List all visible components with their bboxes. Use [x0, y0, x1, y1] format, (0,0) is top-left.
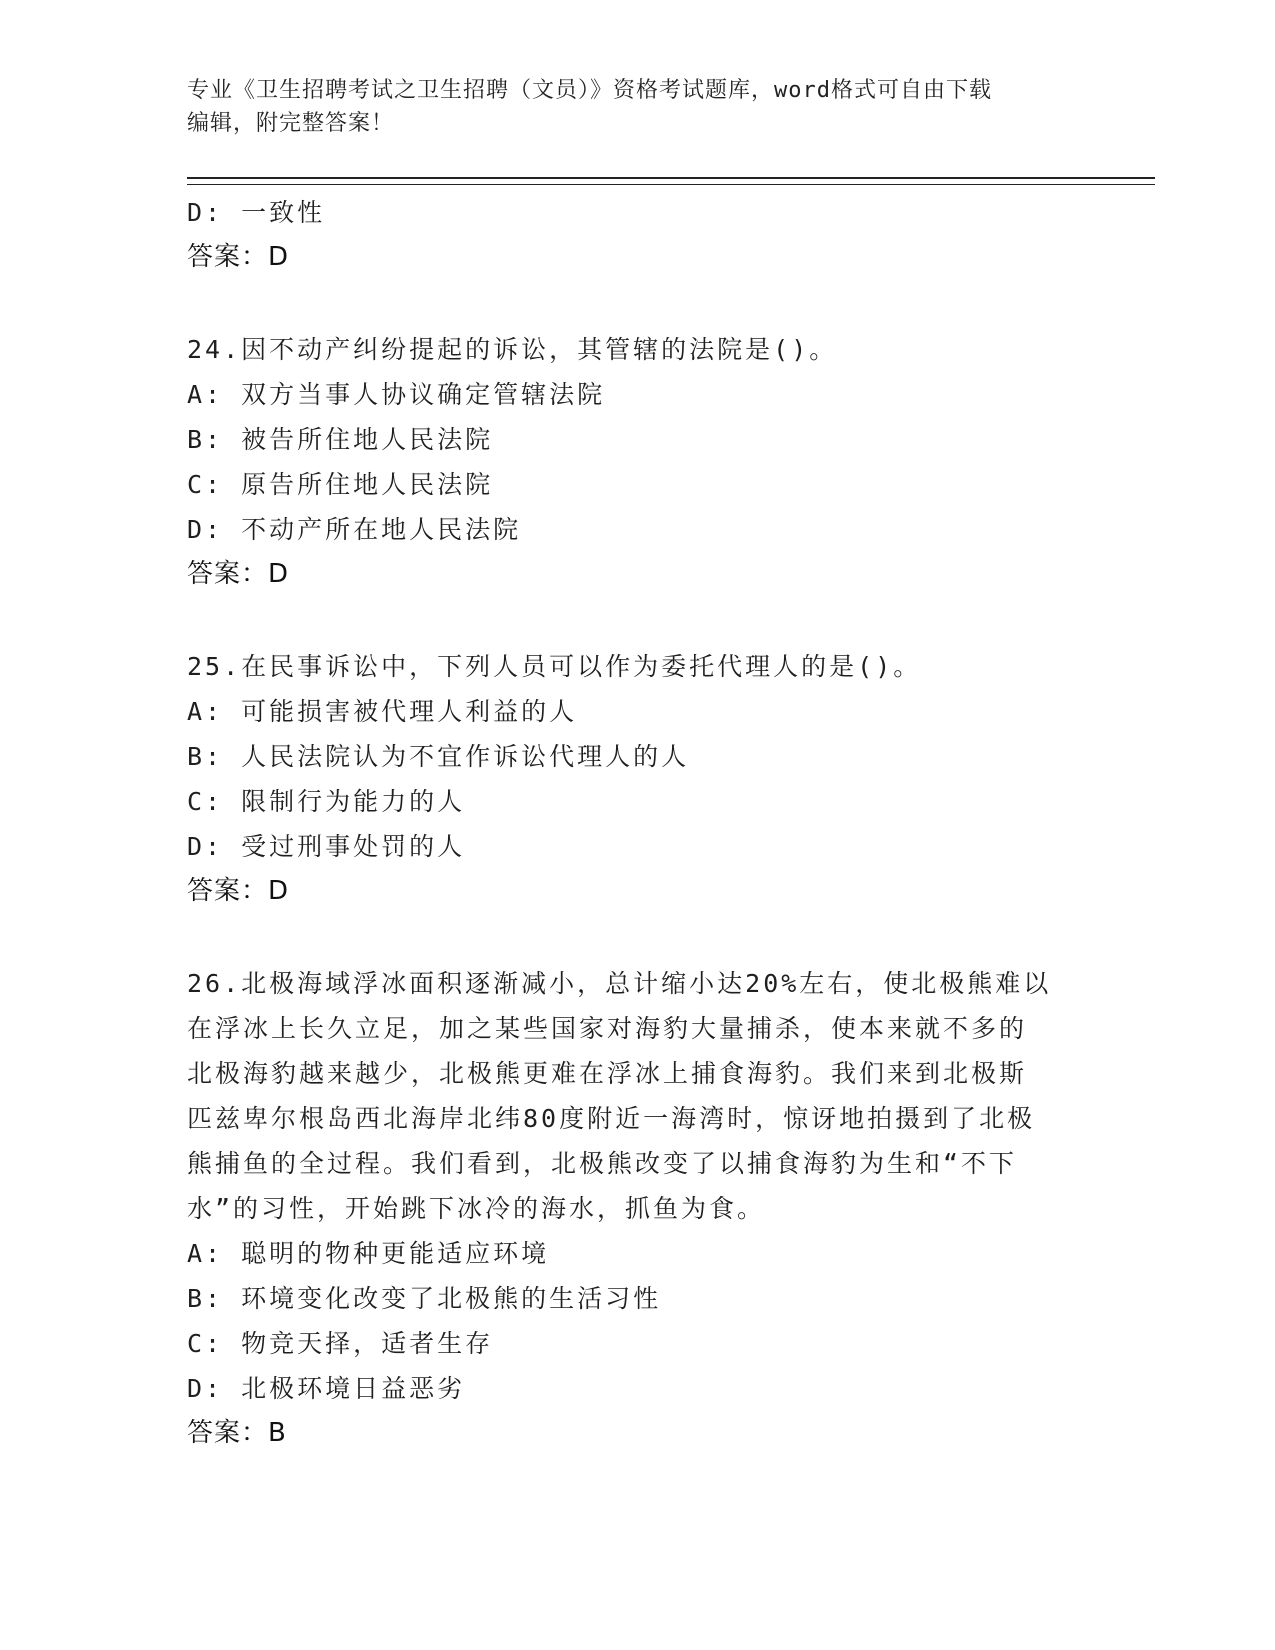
- q24-option-c: C: 原告所住地人民法院: [187, 470, 494, 499]
- spacer: [187, 597, 1067, 644]
- q26-option-a: A: 聪明的物种更能适应环境: [187, 1239, 550, 1268]
- header-line-1: 专业《卫生招聘考试之卫生招聘（文员）》资格考试题库，word格式可自由下载: [187, 78, 992, 103]
- q24-answer: 答案：D: [187, 559, 290, 589]
- q26-stem-line: 北极海豹越来越少，北极熊更难在浮冰上捕食海豹。我们来到北极斯: [187, 1059, 1028, 1088]
- spacer: [187, 914, 1067, 961]
- header-divider-thick: [187, 177, 1155, 179]
- q24-option-a: A: 双方当事人协议确定管辖法院: [187, 380, 606, 409]
- prev-option-d: D: 一致性: [187, 198, 326, 227]
- q26-stem-line: 水”的习性，开始跳下冰冷的海水，抓鱼为食。: [187, 1194, 766, 1223]
- q26-stem-line: 在浮冰上长久立足，加之某些国家对海豹大量捕杀，使本来就不多的: [187, 1014, 1028, 1043]
- document-header: [187, 74, 1067, 140]
- header-divider-thin: [187, 184, 1155, 185]
- q25-option-d: D: 受过刑事处罚的人: [187, 832, 466, 861]
- prev-answer: 答案：D: [187, 242, 290, 272]
- spacer: [187, 280, 1067, 327]
- q26-option-b: B: 环境变化改变了北极熊的生活习性: [187, 1284, 662, 1313]
- q25-option-b: B: 人民法院认为不宜作诉讼代理人的人: [187, 742, 690, 771]
- q26-option-c: C: 物竞天择，适者生存: [187, 1329, 494, 1358]
- question-list: [187, 190, 1067, 1456]
- q26-stem-line: 匹兹卑尔根岛西北海岸北纬80度附近一海湾时，惊讶地拍摄到了北极: [187, 1104, 1036, 1133]
- q26-stem-line: 熊捕鱼的全过程。我们看到，北极熊改变了以捕食海豹为生和“不下: [187, 1149, 1018, 1178]
- q24-option-b: B: 被告所住地人民法院: [187, 425, 494, 454]
- q26-stem: [187, 961, 1067, 1231]
- q26-stem-line: 26.北极海域浮冰面积逐渐减小，总计缩小达20%左右，使北极熊难以: [187, 969, 1052, 998]
- q26-answer: 答案：B: [187, 1418, 287, 1448]
- q25-option-a: A: 可能损害被代理人利益的人: [187, 697, 578, 726]
- q26-option-d: D: 北极环境日益恶劣: [187, 1374, 466, 1403]
- q24-stem: 24.因不动产纠纷提起的诉讼，其管辖的法院是()。: [187, 335, 838, 364]
- q24-option-d: D: 不动产所在地人民法院: [187, 515, 522, 544]
- q25-option-c: C: 限制行为能力的人: [187, 787, 466, 816]
- q25-stem: 25.在民事诉讼中，下列人员可以作为委托代理人的是()。: [187, 652, 922, 681]
- q25-answer: 答案：D: [187, 876, 290, 906]
- header-line-2: 编辑，附完整答案！: [187, 111, 395, 136]
